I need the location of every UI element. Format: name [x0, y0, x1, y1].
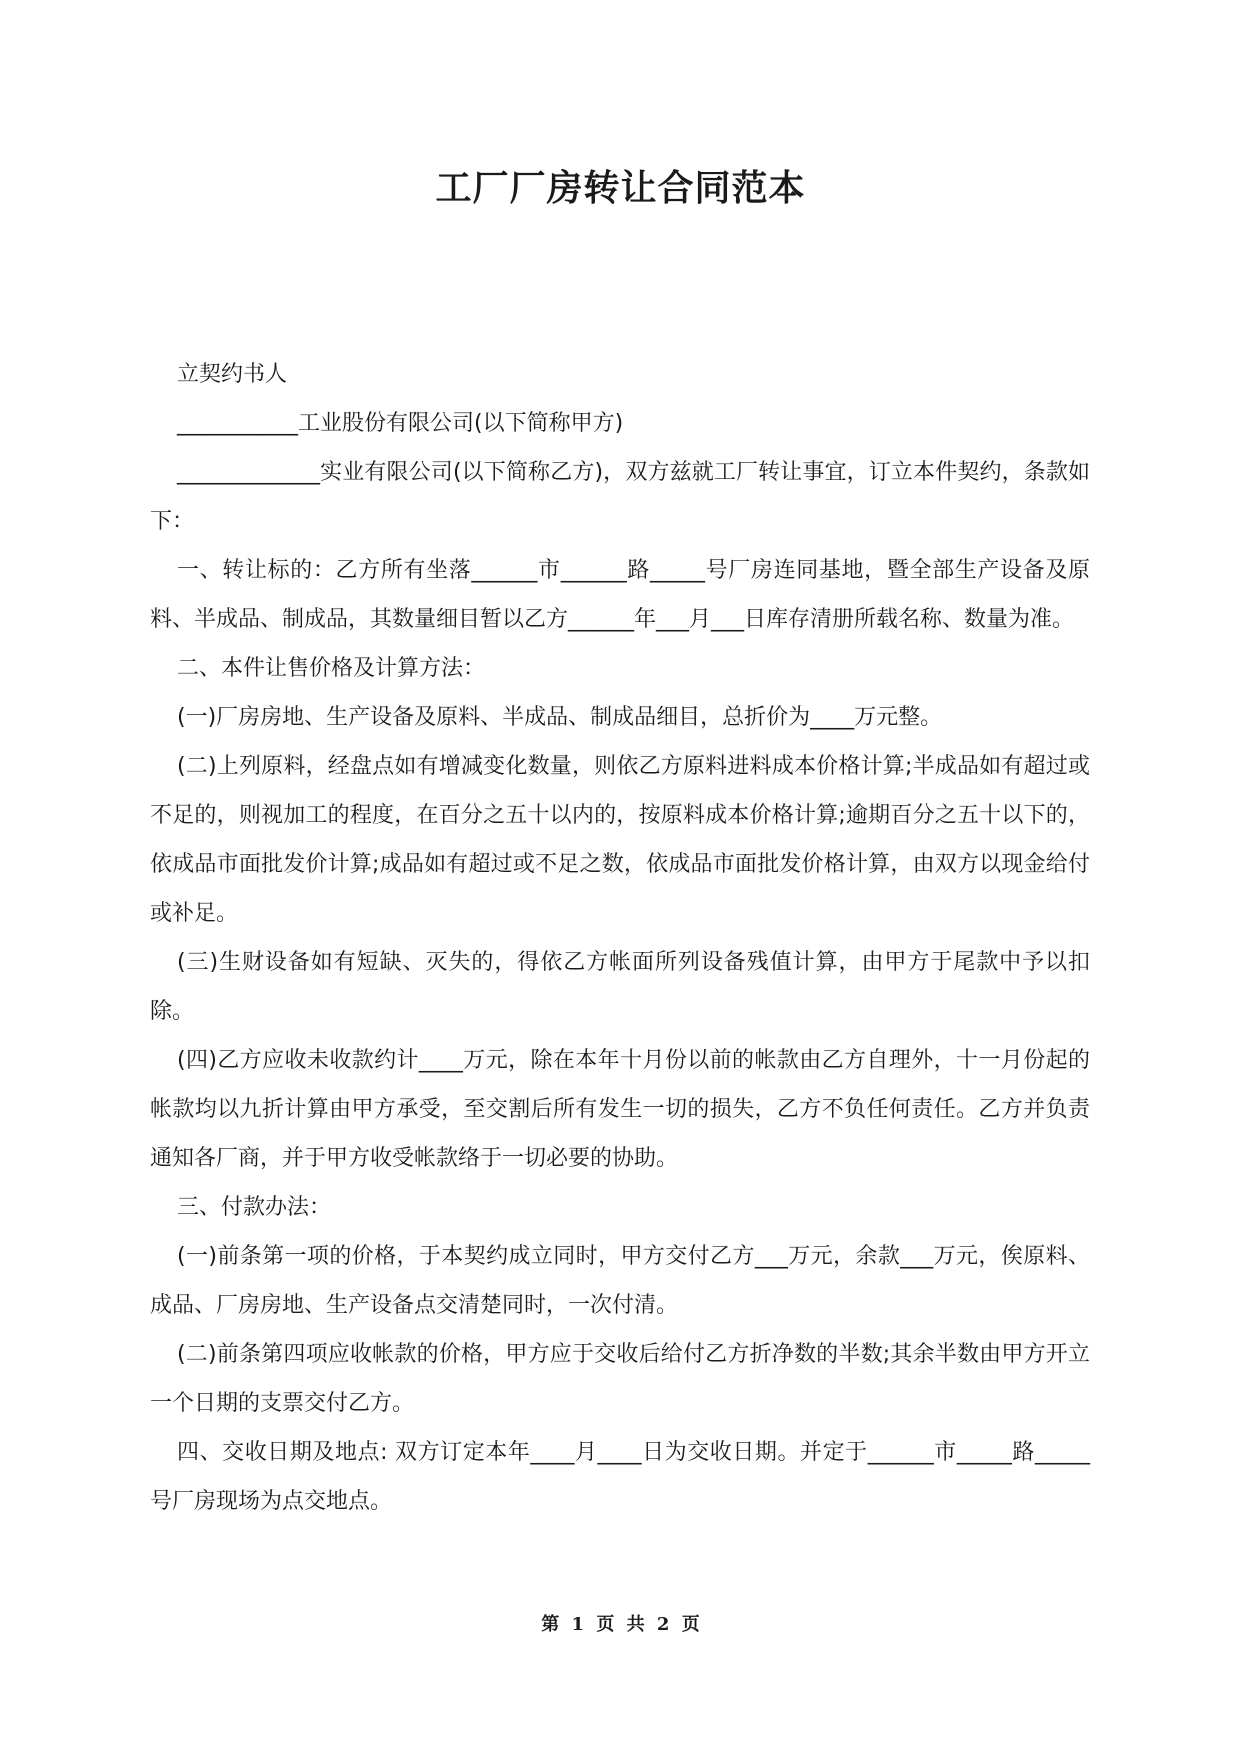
paragraph: (二)上列原料，经盘点如有增减变化数量，则依乙方原料进料成本价格计算;半成品如有超过或不足的，则视加工的程度，在百分之五十以内的，按原料成本价格计算;逾期百分之五十以下的，依成品市面批发价计算;成品如有超过或不足之数，依成品市面批发价格计算，由双方以现金给付或补足。 [150, 754, 1090, 926]
paragraph: (三)生财设备如有短缺、灭失的，得依乙方帐面所列设备残值计算，由甲方于尾款中予以扣除。 [150, 950, 1090, 1024]
document-title: 工厂厂房转让合同范本 [435, 168, 806, 209]
paragraph: (一)前条第一项的价格，于本契约成立同时，甲方交付乙方___万元，余款___万元，俟原料、成品、厂房房地、生产设备点交清楚同时，一次付清。 [150, 1244, 1090, 1318]
paragraph: 二、本件让售价格及计算方法： [177, 656, 486, 681]
current-page-number: 1 [571, 1614, 585, 1635]
footer-prefix: 第 [541, 1614, 560, 1635]
paragraph: _____________实业有限公司(以下简称乙方)，双方兹就工厂转让事宜，订立本件契约，条款如下： [150, 460, 1090, 534]
document-body [150, 350, 1090, 1526]
paragraph: (一)厂房房地、生产设备及原料、半成品、制成品细目，总折价为____万元整。 [177, 705, 943, 730]
total-pages-number: 2 [656, 1614, 670, 1635]
paragraph: ___________工业股份有限公司(以下简称甲方) [177, 411, 624, 436]
paragraph: (四)乙方应收未收款约计____万元，除在本年十月份以前的帐款由乙方自理外，十一月份起的帐款均以九折计算由甲方承受，至交割后所有发生一切的损失，乙方不负任何责任。乙方并负责通知各厂商，并于甲方收受帐款络于一切必要的协助。 [150, 1048, 1090, 1171]
paragraph: 四、交收日期及地点: 双方订定本年____月____日为交收日期。并定于______市_____路_____号厂房现场为点交地点。 [150, 1440, 1090, 1514]
page-number-footer [0, 1610, 1241, 1636]
paragraph: 三、付款办法： [177, 1195, 332, 1220]
paragraph: 一、转让标的：乙方所有坐落______市______路_____号厂房连同基地，暨全部生产设备及原料、半成品、制成品，其数量细目暂以乙方______年___月___日库存清册所载名称、数量为准。 [150, 558, 1090, 632]
footer-total-word: 共 [626, 1614, 645, 1635]
paragraph: 立契约书人 [177, 362, 288, 387]
footer-suffix: 页 [681, 1614, 700, 1635]
footer-page-word: 页 [596, 1614, 615, 1635]
paragraph: (二)前条第四项应收帐款的价格，甲方应于交收后给付乙方折净数的半数;其余半数由甲方开立一个日期的支票交付乙方。 [150, 1342, 1090, 1416]
